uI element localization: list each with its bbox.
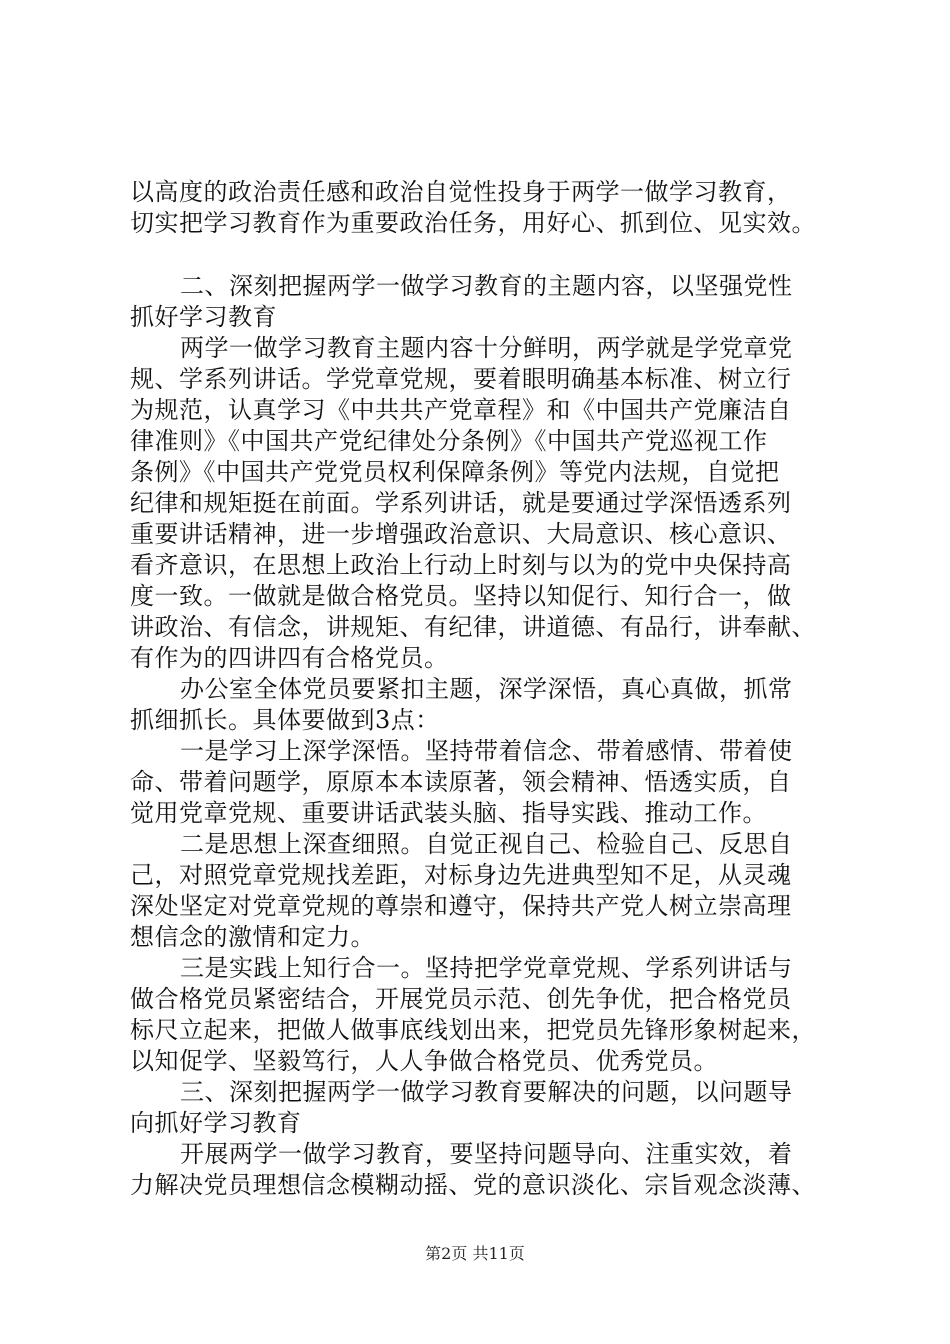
- section-heading: 三、深刻把握两学一做学习教育要解决的问题，以问题导: [180, 1078, 793, 1106]
- text-line: 深处坚定对党章党规的尊崇和遵守，保持共产党人树立崇高理: [130, 892, 792, 920]
- text-line: 切实把学习教育作为重要政治任务，用好心、抓到位、见实效。: [130, 209, 816, 237]
- section-heading: 二、深刻把握两学一做学习教育的主题内容，以坚强党性: [180, 272, 793, 300]
- section-heading: 抓好学习教育: [130, 303, 277, 331]
- text-line: 以高度的政治责任感和政治自觉性投身于两学一做学习教育，: [130, 178, 792, 206]
- text-line: 以知促学、坚毅笃行，人人争做合格党员、优秀党员。: [130, 1047, 718, 1075]
- text-line: 律准则》《中国共产党纪律处分条例》《中国共产党巡视工作: [130, 427, 768, 455]
- text-line: 想信念的激情和定力。: [130, 923, 375, 951]
- text-line: 纪律和规矩挺在前面。学系列讲话，就是要通过学深悟透系列: [130, 489, 792, 517]
- text-line: 讲政治、有信念，讲规矩、有纪律，讲道德、有品行，讲奉献、: [130, 613, 816, 641]
- text-line: 抓细抓长。具体要做到3点：: [130, 706, 440, 734]
- text-line: 己，对照党章党规找差距，对标身边先进典型知不足，从灵魂: [130, 861, 792, 889]
- text-line: 力解决党员理想信念模糊动摇、党的意识淡化、宗旨观念淡薄、: [130, 1171, 816, 1199]
- text-line: 做合格党员紧密结合，开展党员示范、创先争优，把合格党员: [130, 985, 792, 1013]
- text-line: 有作为的四讲四有合格党员。: [130, 644, 449, 672]
- text-line: 规、学系列讲话。学党章党规，要着眼明确基本标准、树立行: [130, 365, 792, 393]
- text-line: 办公室全体党员要紧扣主题，深学深悟，真心真做，抓常: [180, 675, 793, 703]
- text-line: 二是思想上深查细照。自觉正视自己、检验自己、反思自: [180, 830, 793, 858]
- text-line: 为规范，认真学习《中共共产党章程》和《中国共产党廉洁自: [130, 396, 792, 424]
- text-line: 三是实践上知行合一。坚持把学党章党规、学系列讲话与: [180, 954, 793, 982]
- text-line: 觉用党章党规、重要讲话武装头脑、指导实践、推动工作。: [130, 799, 767, 827]
- text-line: 开展两学一做学习教育，要坚持问题导向、注重实效，着: [180, 1140, 793, 1168]
- text-line: 两学一做学习教育主题内容十分鲜明，两学就是学党章党: [180, 334, 793, 362]
- text-line: 条例》《中国共产党党员权利保障条例》等党内法规，自觉把: [130, 458, 780, 486]
- text-line: 命、带着问题学，原原本本读原著，领会精神、悟透实质，自: [130, 768, 792, 796]
- text-line: 看齐意识，在思想上政治上行动上时刻与以为的党中央保持高: [130, 551, 792, 579]
- section-heading: 向抓好学习教育: [130, 1109, 302, 1137]
- text-line: 度一致。一做就是做合格党员。坚持以知促行、知行合一，做: [130, 582, 792, 610]
- text-line: 标尺立起来，把做人做事底线划出来，把党员先锋形象树起来，: [130, 1016, 816, 1044]
- page-number: 第2页 共11页: [425, 1244, 525, 1263]
- text-line: 重要讲话精神，进一步增强政治意识、大局意识、核心意识、: [130, 520, 792, 548]
- text-line: 一是学习上深学深悟。坚持带着信念、带着感情、带着使: [180, 737, 793, 765]
